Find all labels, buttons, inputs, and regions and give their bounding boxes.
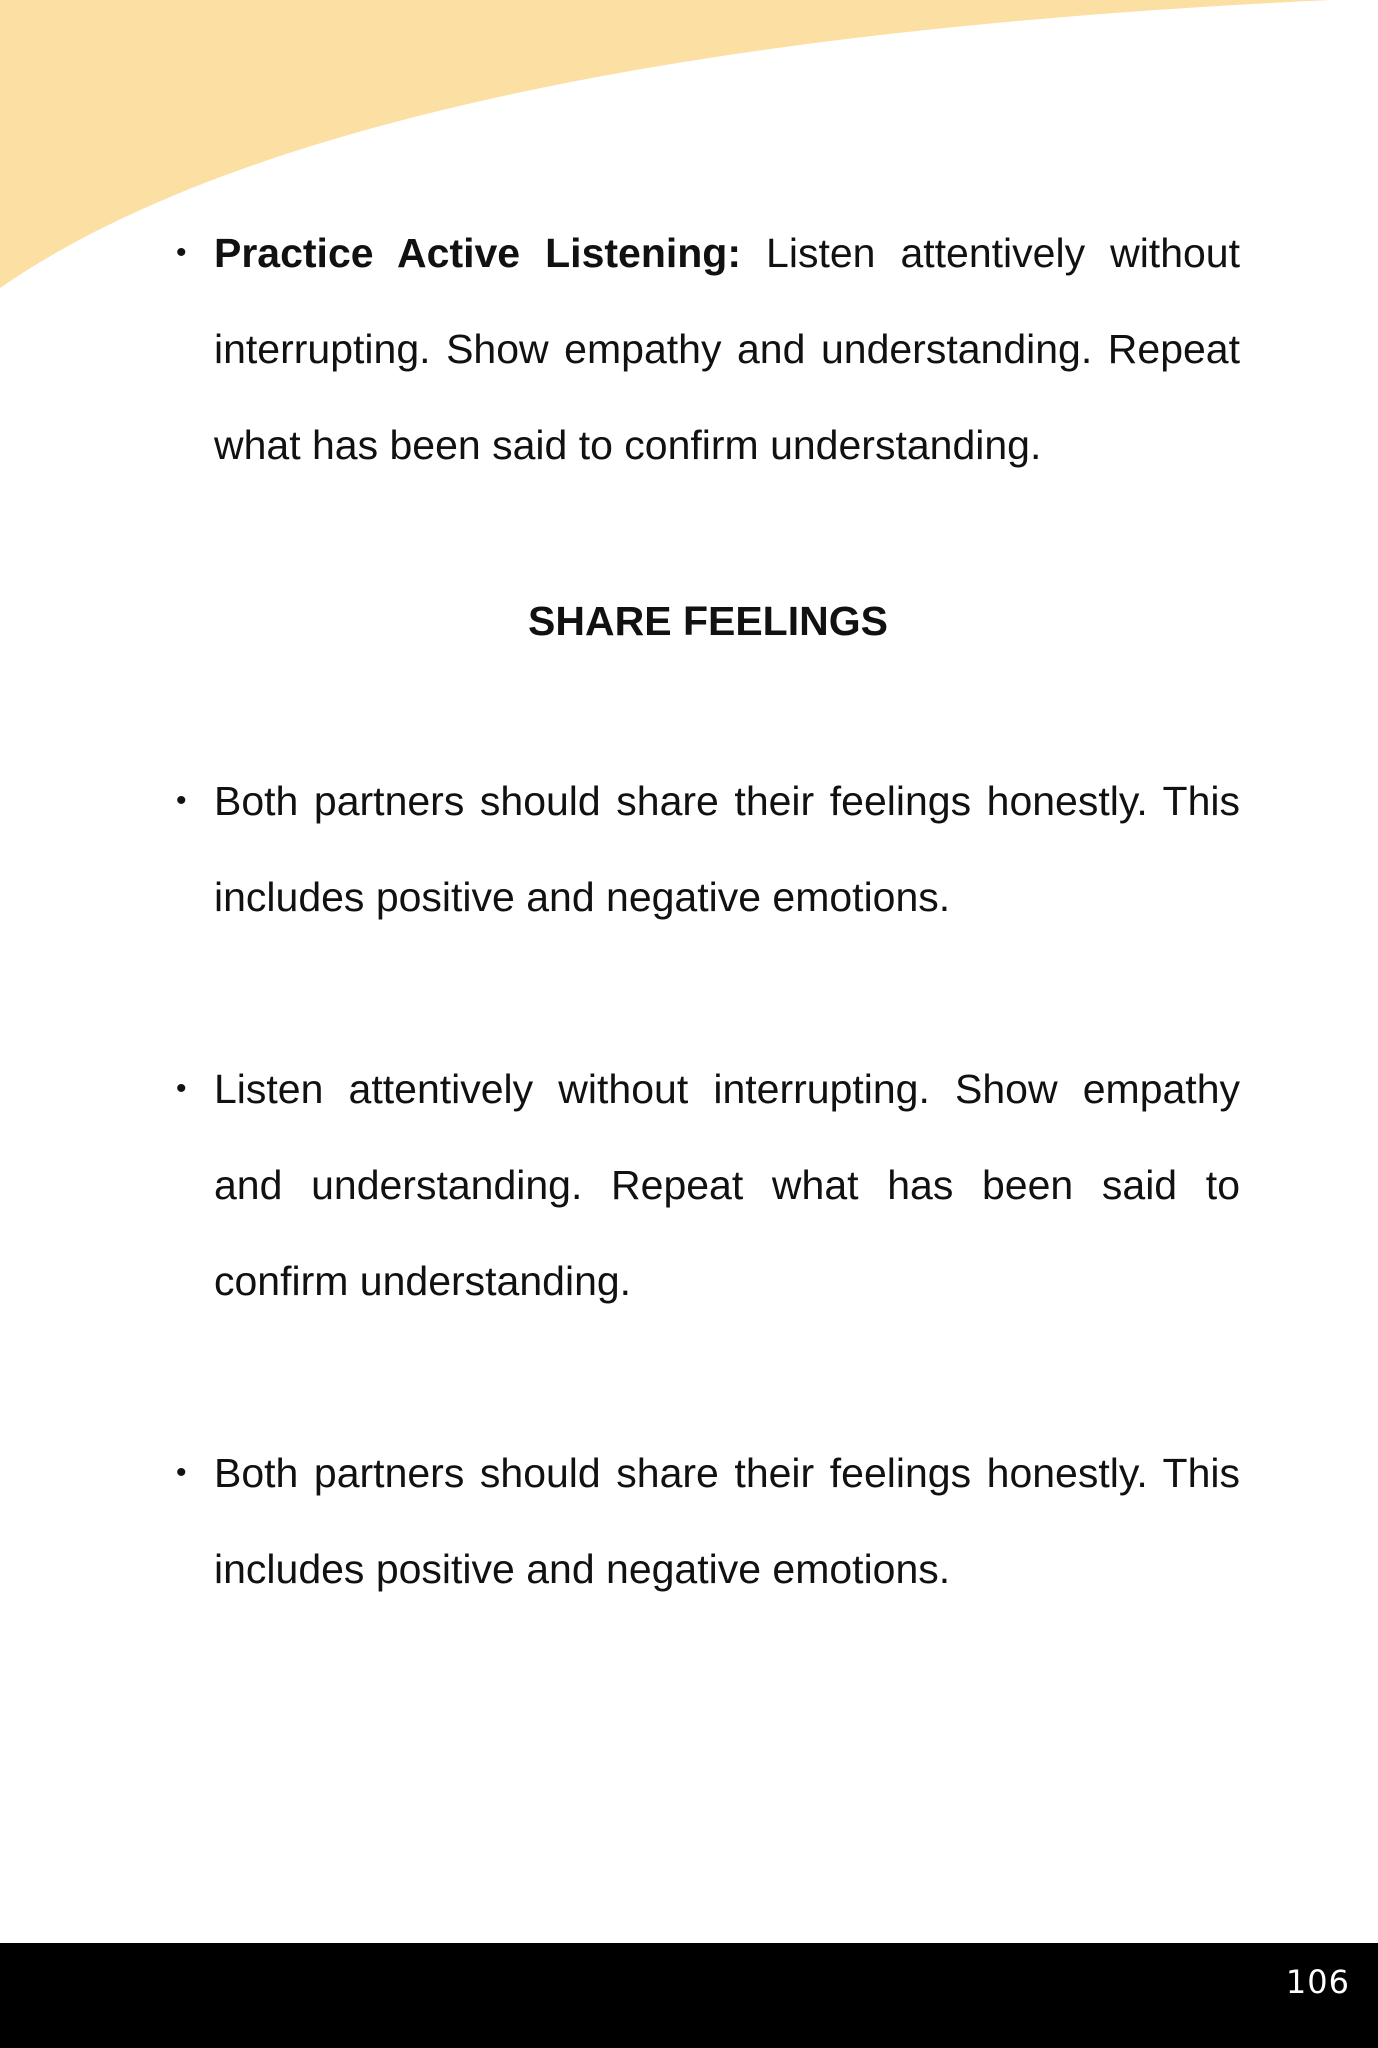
bullet-icon: • — [176, 784, 187, 817]
bullet-item-active-listening — [176, 205, 1240, 493]
bullet-bold-lead: Practice Active Listening: — [214, 230, 742, 276]
page-number: 106 — [1285, 1963, 1350, 2001]
list-item — [176, 1041, 1240, 1329]
list-item — [176, 753, 1240, 945]
bullet-icon: • — [176, 236, 187, 269]
footer-bar — [0, 1943, 1378, 2048]
bullet-icon: • — [176, 1072, 187, 1105]
list-item — [176, 1425, 1240, 1617]
bullet-text: Both partners should share their feelings honestly. This includes positive and negative emotions. — [214, 1450, 1240, 1592]
section-heading: SHARE FEELINGS — [528, 598, 888, 644]
page-content — [176, 205, 1240, 1617]
bullet-text: Both partners should share their feelings honestly. This includes positive and negative emotions. — [214, 778, 1240, 920]
bullet-icon: • — [176, 1456, 187, 1489]
bullet-text: Listen attentively without interrupting. Show empathy and understanding. Repeat what has been said to confirm understanding. — [214, 230, 1240, 468]
item-spacer — [176, 1329, 1240, 1425]
bullet-text: Listen attentively without interrupting. Show empathy and understanding. Repeat what has been said to confirm understanding. — [214, 1066, 1240, 1304]
item-spacer — [176, 945, 1240, 1041]
